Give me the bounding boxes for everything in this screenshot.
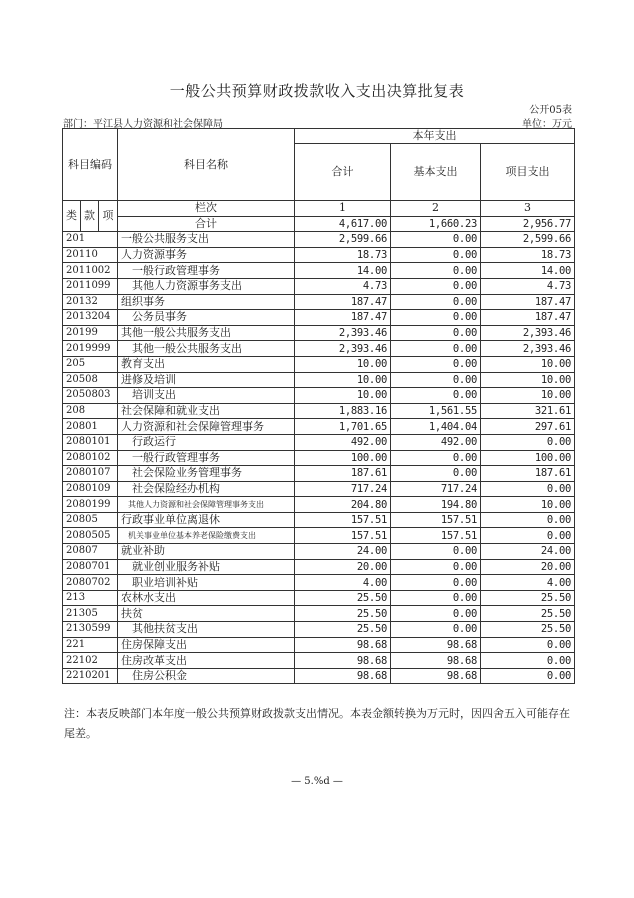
table-row	[63, 419, 575, 435]
row-project: 10.00	[481, 356, 575, 372]
header-project: 项目支出	[481, 144, 575, 201]
table-row	[63, 278, 575, 294]
table-row	[63, 590, 575, 606]
row-basic: 0.00	[391, 341, 481, 357]
row-name: 公务员事务	[118, 310, 295, 326]
row-total: 24.00	[295, 544, 391, 560]
row-basic: 0.00	[391, 450, 481, 466]
total-row	[63, 216, 575, 232]
row-total: 20.00	[295, 559, 391, 575]
row-name: 机关事业单位基本养老保险缴费支出	[118, 528, 295, 544]
row-name: 教育支出	[118, 356, 295, 372]
row-code: 2080102	[63, 450, 118, 466]
row-project: 10.00	[481, 372, 575, 388]
row-total: 10.00	[295, 388, 391, 404]
row-basic: 157.51	[391, 528, 481, 544]
row-basic: 194.80	[391, 497, 481, 513]
row-project: 4.00	[481, 575, 575, 591]
row-basic: 98.68	[391, 653, 481, 669]
row-total: 492.00	[295, 434, 391, 450]
row-basic: 0.00	[391, 575, 481, 591]
row-total: 187.47	[295, 294, 391, 310]
row-code: 21305	[63, 606, 118, 622]
row-name: 其他一般公共服务支出	[118, 325, 295, 341]
row-project: 187.47	[481, 294, 575, 310]
row-project: 20.00	[481, 559, 575, 575]
total-project: 2,956.77	[481, 216, 575, 232]
row-basic: 492.00	[391, 434, 481, 450]
row-code: 20132	[63, 294, 118, 310]
table-row	[63, 294, 575, 310]
table-row	[63, 668, 575, 684]
row-basic: 1,404.04	[391, 419, 481, 435]
row-basic: 0.00	[391, 388, 481, 404]
total-basic: 1,660.23	[391, 216, 481, 232]
table-row	[63, 450, 575, 466]
row-project: 321.61	[481, 403, 575, 419]
header-name: 科目名称	[118, 129, 295, 201]
row-code: 205	[63, 356, 118, 372]
table-row	[63, 653, 575, 669]
row-code: 2080701	[63, 559, 118, 575]
row-total: 157.51	[295, 512, 391, 528]
row-total: 100.00	[295, 450, 391, 466]
table-row	[63, 481, 575, 497]
header-total: 合计	[295, 144, 391, 201]
row-project: 4.73	[481, 278, 575, 294]
row-project: 14.00	[481, 263, 575, 279]
row-total: 98.68	[295, 637, 391, 653]
row-name: 人力资源和社会保障管理事务	[118, 419, 295, 435]
row-basic: 0.00	[391, 559, 481, 575]
table-row	[63, 325, 575, 341]
table-row	[63, 606, 575, 622]
row-name: 其他一般公共服务支出	[118, 341, 295, 357]
table-row	[63, 528, 575, 544]
unit-label: 单位：万元	[522, 119, 572, 130]
row-name: 社会保障和就业支出	[118, 403, 295, 419]
row-basic: 0.00	[391, 590, 481, 606]
row-code: 20805	[63, 512, 118, 528]
row-basic: 157.51	[391, 512, 481, 528]
row-code: 20110	[63, 247, 118, 263]
row-project: 187.61	[481, 466, 575, 482]
row-code: 2210201	[63, 668, 118, 684]
row-name: 住房保障支出	[118, 637, 295, 653]
header-xiang: 项	[99, 201, 118, 232]
row-code: 2080109	[63, 481, 118, 497]
row-name: 行政事业单位离退休	[118, 512, 295, 528]
table-row	[63, 434, 575, 450]
table-row	[63, 512, 575, 528]
row-total: 187.61	[295, 466, 391, 482]
header-kuan: 款	[81, 201, 99, 232]
row-total: 204.80	[295, 497, 391, 513]
row-code: 208	[63, 403, 118, 419]
page-number: — 5.%d —	[291, 776, 343, 787]
row-basic: 0.00	[391, 232, 481, 248]
row-project: 100.00	[481, 450, 575, 466]
header-column-no: 栏次	[118, 201, 295, 217]
table-row	[63, 637, 575, 653]
table-row	[63, 356, 575, 372]
row-basic: 0.00	[391, 622, 481, 638]
row-project: 297.61	[481, 419, 575, 435]
row-project: 25.50	[481, 622, 575, 638]
row-project: 0.00	[481, 653, 575, 669]
row-total: 4.00	[295, 575, 391, 591]
total-total: 4,617.00	[295, 216, 391, 232]
row-total: 2,599.66	[295, 232, 391, 248]
header-code: 科目编码	[63, 129, 118, 201]
row-project: 0.00	[481, 528, 575, 544]
table-row	[63, 559, 575, 575]
table-row	[63, 232, 575, 248]
row-code: 2011002	[63, 263, 118, 279]
row-total: 157.51	[295, 528, 391, 544]
total-label: 合计	[118, 216, 295, 232]
row-total: 187.47	[295, 310, 391, 326]
row-name: 就业创业服务补贴	[118, 559, 295, 575]
row-basic: 1,561.55	[391, 403, 481, 419]
row-basic: 0.00	[391, 294, 481, 310]
row-project: 2,393.46	[481, 341, 575, 357]
footnote: 注：本表反映部门本年度一般公共预算财政拨款支出情况。本表金额转换为万元时，因四舍五入可能存在尾差。	[64, 707, 570, 740]
row-name: 组织事务	[118, 294, 295, 310]
row-project: 0.00	[481, 637, 575, 653]
row-project: 18.73	[481, 247, 575, 263]
row-name: 职业培训补贴	[118, 575, 295, 591]
row-code: 2080505	[63, 528, 118, 544]
row-name: 住房公积金	[118, 668, 295, 684]
row-project: 2,393.46	[481, 325, 575, 341]
table-row	[63, 388, 575, 404]
header-col1: 1	[295, 201, 391, 217]
row-code: 2080199	[63, 497, 118, 513]
table-row	[63, 544, 575, 560]
row-basic: 0.00	[391, 372, 481, 388]
table-body	[63, 232, 575, 684]
table-row	[63, 466, 575, 482]
row-total: 4.73	[295, 278, 391, 294]
row-total: 1,883.16	[295, 403, 391, 419]
row-code: 2019999	[63, 341, 118, 357]
header-col3: 3	[481, 201, 575, 217]
row-basic: 98.68	[391, 637, 481, 653]
row-basic: 0.00	[391, 263, 481, 279]
row-code: 213	[63, 590, 118, 606]
row-code: 221	[63, 637, 118, 653]
row-code: 2130599	[63, 622, 118, 638]
row-total: 10.00	[295, 372, 391, 388]
table-row	[63, 497, 575, 513]
row-total: 25.50	[295, 590, 391, 606]
row-total: 1,701.65	[295, 419, 391, 435]
header-current-year: 本年支出	[295, 129, 575, 144]
row-basic: 0.00	[391, 606, 481, 622]
row-total: 717.24	[295, 481, 391, 497]
row-code: 2050803	[63, 388, 118, 404]
row-name: 一般行政管理事务	[118, 450, 295, 466]
row-code: 2080101	[63, 434, 118, 450]
row-code: 2011099	[63, 278, 118, 294]
form-code: 公开05表	[529, 105, 572, 116]
row-project: 187.47	[481, 310, 575, 326]
table-row	[63, 622, 575, 638]
department-label: 部门：平江县人力资源和社会保障局	[63, 119, 223, 130]
table-row	[63, 372, 575, 388]
header-lei: 类	[63, 201, 81, 232]
row-project: 2,599.66	[481, 232, 575, 248]
row-code: 2080107	[63, 466, 118, 482]
row-name: 人力资源事务	[118, 247, 295, 263]
row-total: 18.73	[295, 247, 391, 263]
header-col2: 2	[391, 201, 481, 217]
row-project: 10.00	[481, 497, 575, 513]
row-code: 20807	[63, 544, 118, 560]
row-project: 0.00	[481, 668, 575, 684]
row-name: 培训支出	[118, 388, 295, 404]
report-title: 一般公共预算财政拨款收入支出决算批复表	[169, 82, 465, 100]
row-basic: 0.00	[391, 356, 481, 372]
row-project: 0.00	[481, 434, 575, 450]
row-name: 一般公共服务支出	[118, 232, 295, 248]
row-project: 25.50	[481, 590, 575, 606]
row-total: 98.68	[295, 668, 391, 684]
row-project: 24.00	[481, 544, 575, 560]
row-name: 扶贫	[118, 606, 295, 622]
row-code: 20199	[63, 325, 118, 341]
row-code: 20801	[63, 419, 118, 435]
row-basic: 0.00	[391, 278, 481, 294]
row-code: 201	[63, 232, 118, 248]
row-code: 20508	[63, 372, 118, 388]
table-row	[63, 403, 575, 419]
row-total: 25.50	[295, 622, 391, 638]
table-row	[63, 263, 575, 279]
row-basic: 0.00	[391, 325, 481, 341]
row-name: 其他人力资源事务支出	[118, 278, 295, 294]
row-total: 14.00	[295, 263, 391, 279]
row-project: 25.50	[481, 606, 575, 622]
expenditure-table	[62, 128, 575, 684]
row-name: 其他人力资源和社会保障管理事务支出	[118, 497, 295, 513]
table-row	[63, 247, 575, 263]
row-name: 就业补助	[118, 544, 295, 560]
row-code: 2013204	[63, 310, 118, 326]
row-name: 住房改革支出	[118, 653, 295, 669]
row-name: 农林水支出	[118, 590, 295, 606]
row-total: 98.68	[295, 653, 391, 669]
row-name: 进修及培训	[118, 372, 295, 388]
row-name: 社会保险经办机构	[118, 481, 295, 497]
row-project: 0.00	[481, 512, 575, 528]
table-row	[63, 310, 575, 326]
row-total: 10.00	[295, 356, 391, 372]
row-name: 其他扶贫支出	[118, 622, 295, 638]
row-basic: 98.68	[391, 668, 481, 684]
row-basic: 0.00	[391, 466, 481, 482]
row-name: 行政运行	[118, 434, 295, 450]
row-basic: 0.00	[391, 247, 481, 263]
table-row	[63, 575, 575, 591]
header-basic: 基本支出	[391, 144, 481, 201]
row-total: 25.50	[295, 606, 391, 622]
row-code: 2080702	[63, 575, 118, 591]
row-code: 22102	[63, 653, 118, 669]
row-basic: 0.00	[391, 310, 481, 326]
row-name: 社会保险业务管理事务	[118, 466, 295, 482]
table-row	[63, 341, 575, 357]
row-name: 一般行政管理事务	[118, 263, 295, 279]
row-project: 0.00	[481, 481, 575, 497]
row-basic: 0.00	[391, 544, 481, 560]
row-basic: 717.24	[391, 481, 481, 497]
row-total: 2,393.46	[295, 341, 391, 357]
row-project: 10.00	[481, 388, 575, 404]
row-total: 2,393.46	[295, 325, 391, 341]
